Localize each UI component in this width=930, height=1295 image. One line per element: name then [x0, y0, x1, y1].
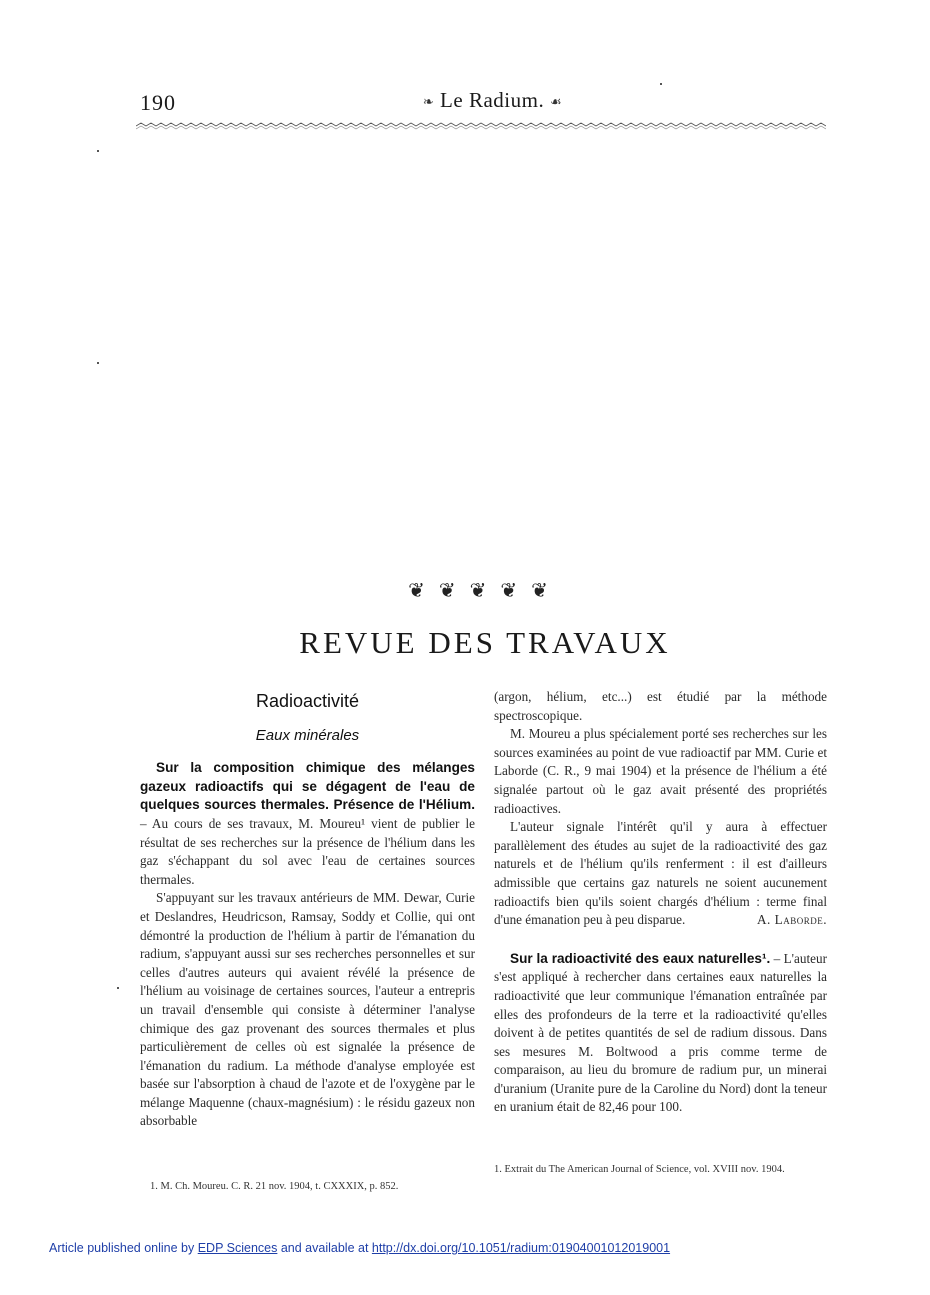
article-paragraph — [140, 759, 475, 889]
scan-speck — [97, 362, 99, 364]
article-text: – L'auteur s'est appliqué à rechercher dans certaines eaux naturelles la radioactivité que leur communique l'émanation entraînée par elles des profondeurs de la terre et la radioactivité qu'elles doivent à de petites quantités de sel de radium dissous. Dans ses mesures M. Boltwood a pris comme terme de comparaison, au lieu du bromure de radium pur, un minerai d'uranium (Uranite pure de la Caroline du Nord) dont la teneur en uranium était de 82,46 pour 100. — [494, 950, 827, 1115]
article-text: L'auteur signale l'intérêt qu'il y aura à effectuer parallèlement des études au sujet de la radioactivité des gaz naturels et de l'hélium qu'ils renferment : il est d'ailleurs admissible que certains gaz naturels ne soient aucunement radioactifs bien qu'ils soient chargés d'hélium : terme final d'une émanation peu à peu disparue. — [494, 819, 827, 928]
publisher-notice — [49, 1241, 670, 1255]
article-paragraph: M. Moureu a plus spécialement porté ses recherches sur les sources examinées au point de vue radioactif par MM. Curie et Laborde (C. R., 9 mai 1904) et la présence de l'hélium a été signalée partout où le gaz avait présenté des propriétés radioactives. — [494, 726, 827, 816]
running-title-text: Le Radium. — [440, 88, 545, 112]
publisher-link[interactable]: EDP Sciences — [197, 1241, 278, 1255]
subrubric-heading: Eaux minérales — [255, 726, 360, 744]
article-paragraph — [494, 818, 827, 930]
ornamental-rule — [136, 120, 826, 132]
author-signature: A. Laborde. — [757, 912, 827, 928]
publisher-prefix: Article published online by — [49, 1241, 198, 1255]
article-title: Sur la composition chimique des mélanges gazeux radioactifs qui se dégagent de l'eau de quelques sources thermales. Présence de l'Hélium. — [140, 760, 475, 813]
article-text: – Au cours de ses travaux, M. Moureu¹ vient de publier le résultat de ses recherches sur la présence de l'hélium dans les gaz s'échappant du sol avec l'eau de certaines sources thermales. — [140, 815, 475, 887]
article-paragraph: S'appuyant sur les travaux antérieurs de MM. Dewar, Curie et Deslandres, Heudricson, Ramsay, Soddy et Collie, qui ont démontré la production de l'hélium à partir de l'émanation du radium, s'appuyant aussi sur ses recherches personnelles et sur celles d'autres auteurs qui avaient révélé la présence de l'hélium au voisinage de certaines sources, l'auteur a entrepris un travail d'ensemble qui consiste à déterminer l'analyse chimique des gaz provenant des sources thermales et plus particulièrement de celles où est signalée la présence de l'émanation du radium. La méthode d'analyse employée est basée sur l'absorption à chaud de l'azote et de l'oxygène par le mélange Maquenne (chaux-magnésium) : le résidu gazeux non absorbable — [140, 890, 475, 1129]
left-column — [140, 688, 475, 1131]
running-title — [385, 88, 600, 113]
article-paragraph — [494, 950, 827, 1117]
scan-speck — [97, 150, 99, 152]
fleuron-row-icon: ❦❦❦❦❦ — [408, 580, 562, 602]
scan-speck — [117, 987, 119, 989]
footnote-right: 1. Extrait du The American Journal of Science, vol. XVIII nov. 1904. — [494, 1164, 785, 1175]
ornament-left-icon: ❧ — [422, 94, 435, 110]
rubric-heading: Radioactivité — [255, 691, 360, 711]
section-title: REVUE DES TRAVAUX — [299, 625, 671, 660]
page-number: 190 — [140, 90, 176, 115]
article-paragraph: (argon, hélium, etc...) est étudié par la méthode spectroscopique. — [494, 689, 827, 723]
right-column — [494, 688, 827, 1117]
scan-speck — [660, 83, 662, 85]
footnote-left: 1. M. Ch. Moureu. C. R. 21 nov. 1904, t. CXXXIX, p. 852. — [150, 1181, 399, 1192]
doi-link[interactable]: http://dx.doi.org/10.1051/radium:01904001012019001 — [371, 1241, 671, 1255]
ornament-right-icon: ☙ — [549, 94, 563, 110]
article-title: Sur la radioactivité des eaux naturelles¹. — [510, 950, 771, 966]
publisher-middle: and available at — [277, 1241, 372, 1255]
